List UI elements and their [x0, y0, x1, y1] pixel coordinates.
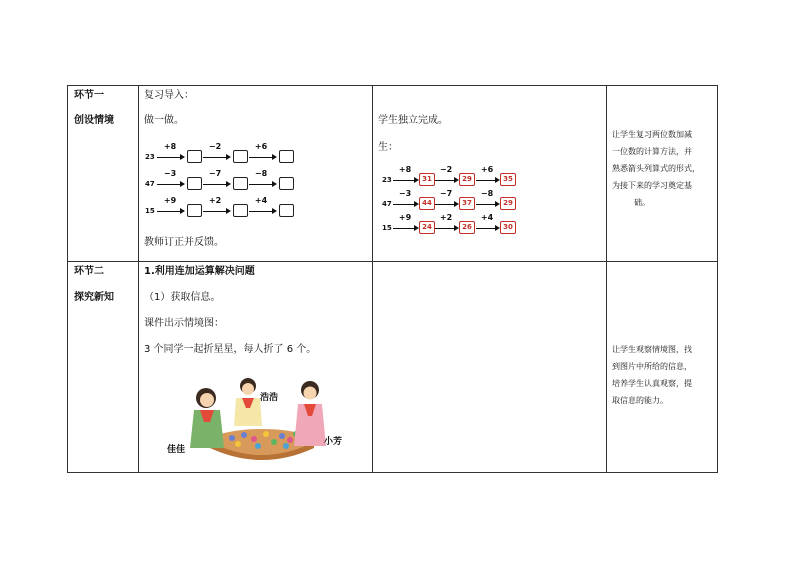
arrow — [435, 180, 457, 181]
arrow — [435, 228, 457, 229]
arrow — [249, 211, 275, 212]
answer-box[interactable] — [187, 177, 202, 190]
table-bottom-border — [67, 472, 718, 473]
table-left-border — [67, 85, 68, 473]
answer-value: 35 — [500, 173, 516, 186]
stage-one-label: 环节一 — [74, 90, 104, 101]
step-show-picture: 课件出示情境图： — [144, 318, 224, 329]
row-divider — [67, 261, 718, 262]
scene-illustration — [167, 376, 360, 462]
chain-op: +6 — [254, 142, 268, 151]
answer-box[interactable] — [233, 177, 248, 190]
stage-two-title: 探究新知 — [74, 292, 114, 303]
answer-box[interactable] — [233, 204, 248, 217]
answer-box[interactable] — [279, 177, 294, 190]
table-right-border — [717, 85, 718, 473]
chain-start: 15 — [145, 207, 155, 215]
problem-statement: 3 个同学一起折星星，每人折了 6 个。 — [144, 344, 317, 355]
chain-start: 47 — [382, 200, 392, 208]
note-line: 为接下来的学习奠定基 — [612, 181, 692, 190]
note-line: 熟悉箭头列算式的形式， — [612, 164, 700, 173]
chain-start: 47 — [145, 180, 155, 188]
note-line: 培养学生认真观察，提 — [612, 379, 692, 388]
arrow — [203, 211, 229, 212]
arrow — [157, 157, 183, 158]
arrow — [157, 184, 183, 185]
arrow — [157, 211, 183, 212]
stage-one-title: 创设情境 — [74, 115, 114, 126]
chain-op: −3 — [163, 169, 177, 178]
arrow — [249, 157, 275, 158]
chain-start: 23 — [382, 176, 392, 184]
stage-two-label: 环节二 — [74, 266, 104, 277]
chain-op: −7 — [439, 189, 453, 198]
answer-box[interactable] — [279, 150, 294, 163]
arrow — [203, 184, 229, 185]
arrow — [476, 204, 498, 205]
label-haohao: 浩浩 — [260, 393, 279, 403]
chain-op: −2 — [439, 165, 453, 174]
answer-value: 26 — [459, 221, 475, 234]
exercise-instruction: 做一做。 — [144, 115, 184, 126]
teacher-closing: 教师订正并反馈。 — [144, 237, 224, 248]
chain-op: +4 — [480, 213, 494, 222]
chain-op: −8 — [480, 189, 494, 198]
arrow — [393, 180, 417, 181]
chain-op: +6 — [480, 165, 494, 174]
arrow — [203, 157, 229, 158]
design-note-2 — [612, 341, 692, 409]
answer-value: 30 — [500, 221, 516, 234]
answer-box[interactable] — [187, 150, 202, 163]
label-jiajia: 佳佳 — [167, 445, 186, 455]
chain-op: −7 — [208, 169, 222, 178]
answer-value: 24 — [419, 221, 435, 234]
answer-box[interactable] — [279, 204, 294, 217]
chain-start: 23 — [145, 153, 155, 161]
arrow — [435, 204, 457, 205]
chain-op: +9 — [163, 196, 177, 205]
note-line: 让学生观察情境图，找 — [612, 345, 692, 354]
chain-op: +2 — [208, 196, 222, 205]
answer-value: 44 — [419, 197, 435, 210]
chain-op: −3 — [398, 189, 412, 198]
note-line: 到图片中所给的信息， — [612, 362, 692, 371]
student-activity: 学生独立完成。 — [378, 115, 448, 126]
children-folding-stars-image — [170, 376, 360, 462]
table-top-border — [67, 85, 718, 86]
chain-op: +2 — [439, 213, 453, 222]
answer-box[interactable] — [187, 204, 202, 217]
answer-value: 29 — [459, 173, 475, 186]
chain-op: +8 — [163, 142, 177, 151]
note-line: 让学生复习两位数加减 — [612, 130, 692, 139]
student-answer-label: 生： — [378, 142, 398, 153]
chain-op: +8 — [398, 165, 412, 174]
chain-op: +4 — [254, 196, 268, 205]
review-intro: 复习导入： — [144, 90, 194, 101]
arrow — [249, 184, 275, 185]
chain-op: −8 — [254, 169, 268, 178]
arrow — [393, 228, 417, 229]
answer-value: 31 — [419, 173, 435, 186]
arrow — [476, 180, 498, 181]
chain-start: 15 — [382, 224, 392, 232]
answer-value: 37 — [459, 197, 475, 210]
note-line: 础。 — [634, 198, 650, 207]
section-heading: 1.利用连加运算解决问题 — [144, 266, 255, 277]
arrow — [393, 204, 417, 205]
arrow — [476, 228, 498, 229]
design-note-1 — [612, 126, 700, 211]
chain-op: −2 — [208, 142, 222, 151]
note-line: 一位数的计算方法，并 — [612, 147, 692, 156]
chain-op: +9 — [398, 213, 412, 222]
label-xiaofang: 小芳 — [324, 437, 343, 447]
answer-box[interactable] — [233, 150, 248, 163]
col-divider-1 — [138, 85, 139, 473]
note-line: 取信息的能力。 — [612, 396, 668, 405]
col-divider-2 — [372, 85, 373, 473]
col-divider-3 — [606, 85, 607, 473]
step-get-info: （1）获取信息。 — [144, 292, 221, 303]
answer-value: 29 — [500, 197, 516, 210]
